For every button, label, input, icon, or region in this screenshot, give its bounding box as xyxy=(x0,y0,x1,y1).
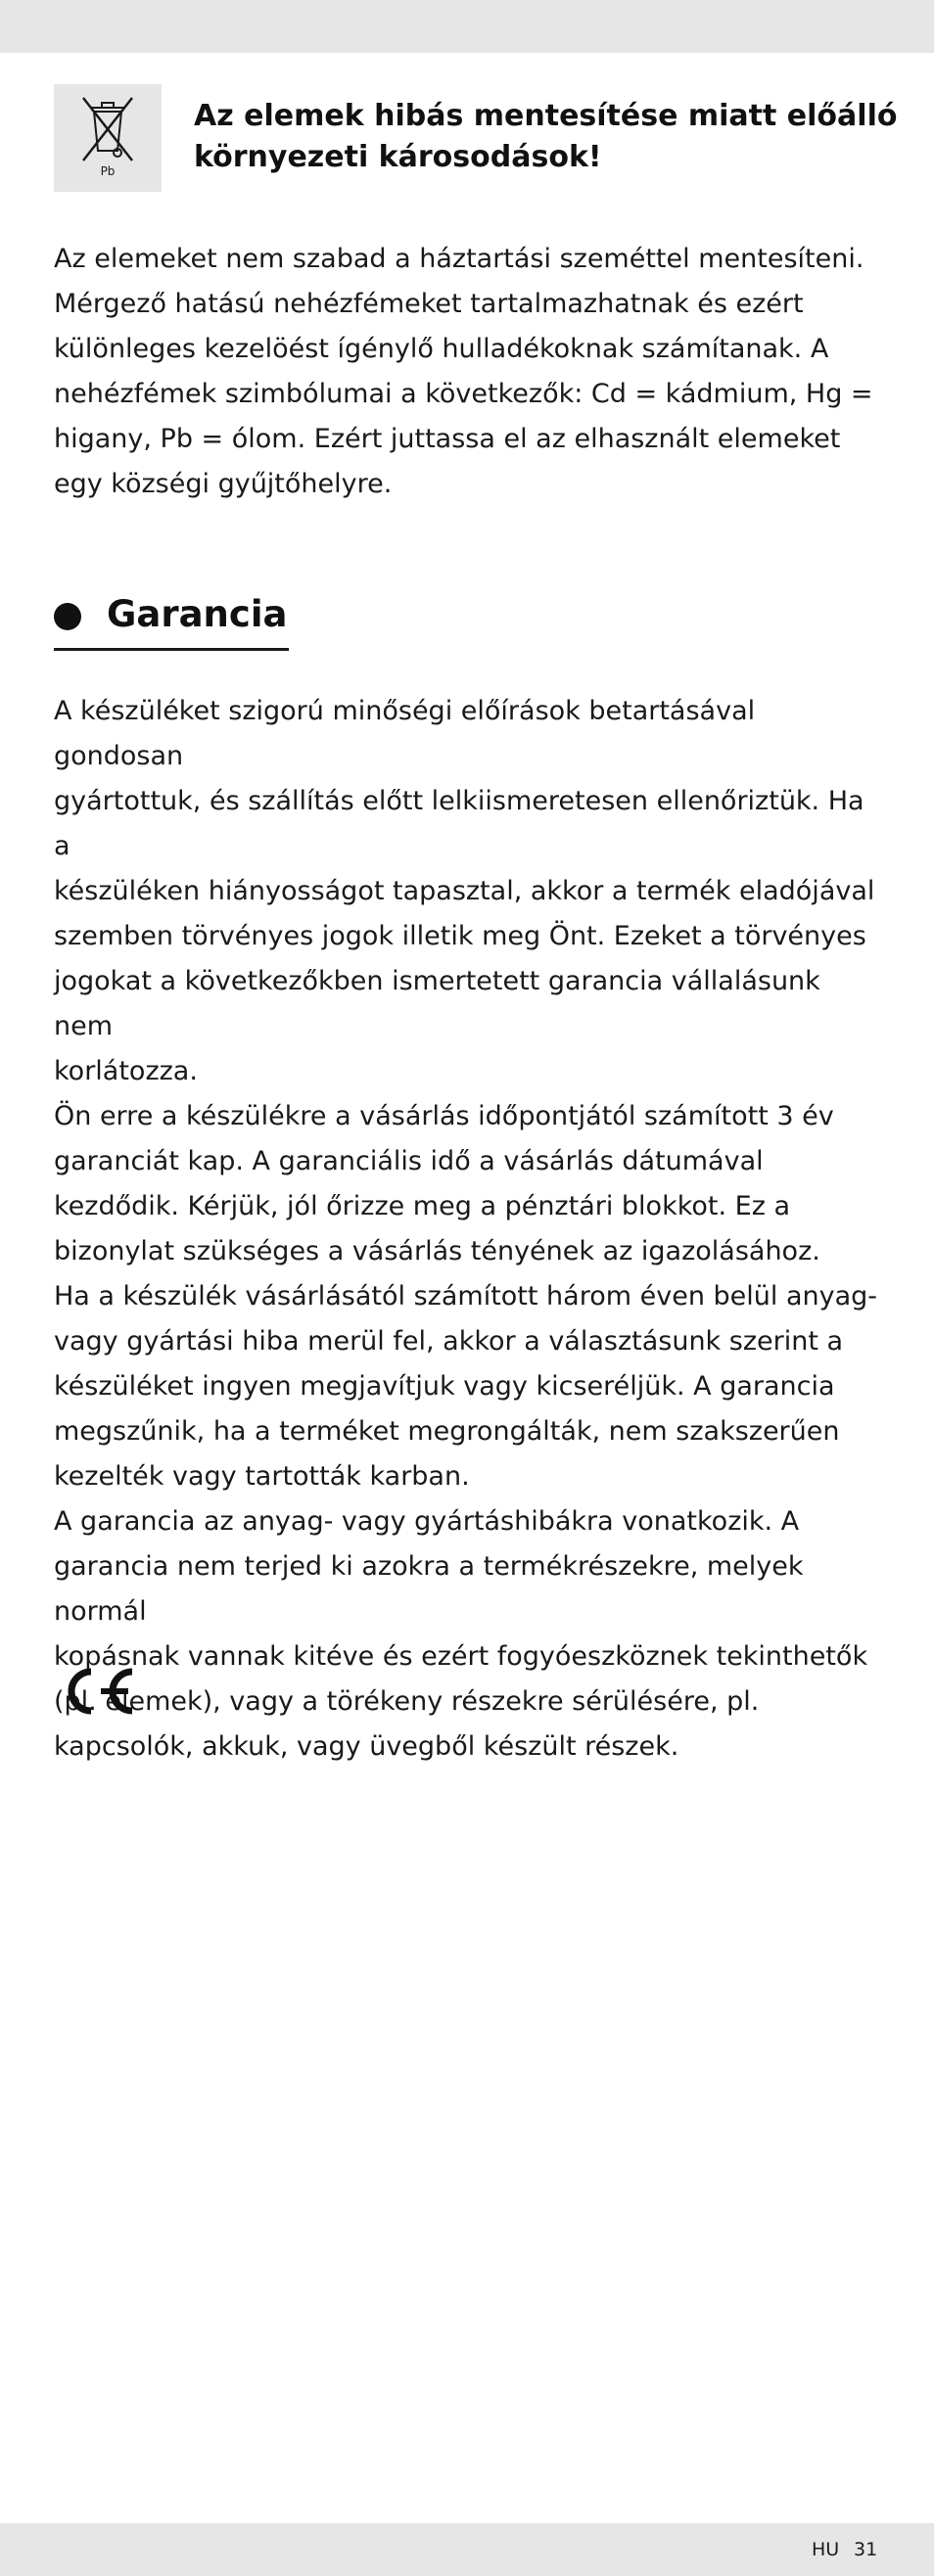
guarantee-line: szemben törvényes jogok illetik meg Önt. Ezeket a törvényes xyxy=(54,921,866,951)
guarantee-line: A készüléket szigorú minőségi előírások betartásával gondosan xyxy=(54,696,756,771)
footer-band xyxy=(0,2523,934,2576)
guarantee-line: megszűnik, ha a terméket megrongálták, nem szakszerűen xyxy=(54,1416,840,1447)
guarantee-line: korlátozza. xyxy=(54,1056,198,1086)
guarantee-line: gyártottuk, és szállítás előtt lelkiismeretesen ellenőriztük. Ha a xyxy=(54,786,864,861)
section-heading xyxy=(54,587,289,651)
guarantee-line: bizonylat szükséges a vásárlás tényének az igazolásához. xyxy=(54,1236,820,1266)
warning-title: Az elemek hibás mentesítése miatt előálló környezeti károsodások! xyxy=(194,99,898,174)
guarantee-line: Ön erre a készülékre a vásárlás időpontjától számított 3 év xyxy=(54,1101,834,1131)
guarantee-line: kezelték vagy tartották karban. xyxy=(54,1461,470,1492)
guarantee-line: készüléken hiányosságot tapasztal, akkor a termék eladójával xyxy=(54,876,875,906)
battery-disposal-text: Az elemeket nem szabad a háztartási szeméttel mentesíteni. Mérgező hatású nehézfémeket tartalmazhatnak és ezért különleges kezelöést ígénylő hulladékoknak számítanak. A nehézfémek szimbólumai a következők: Cd = kádmium, Hg = higany, Pb = ólom. Ezért juttassa el az elhasznált elemeket egy községi gyűjtőhelyre. xyxy=(54,244,873,499)
footer-language: HU xyxy=(812,2539,840,2560)
filled-circle-icon xyxy=(54,603,81,630)
crossed-out-wheelie-bin-icon xyxy=(54,84,162,192)
guarantee-line: kapcsolók, akkuk, vagy üvegből készült részek. xyxy=(54,1731,679,1762)
guarantee-text xyxy=(54,689,886,1770)
pb-label: Pb xyxy=(100,164,116,178)
guarantee-line: vagy gyártási hiba merül fel, akkor a választásunk szerint a xyxy=(54,1326,844,1357)
guarantee-line: kezdődik. Kérjük, jól őrizze meg a pénztári blokkot. Ez a xyxy=(54,1191,791,1221)
guarantee-line: jogokat a következőkben ismertetett garancia vállalásunk nem xyxy=(54,966,820,1041)
guarantee-line: A garancia az anyag- vagy gyártáshibákra vonatkozik. A xyxy=(54,1506,800,1537)
guarantee-line: Ha a készülék vásárlásától számított három éven belül anyag- xyxy=(54,1281,878,1311)
guarantee-line: készüléket ingyen megjavítjuk vagy kicseréljük. A garancia xyxy=(54,1371,835,1402)
ce-mark-icon xyxy=(54,1664,136,1723)
battery-warning xyxy=(54,84,896,194)
guarantee-line: (pl. elemek), vagy a törékeny részekre sérülésére, pl. xyxy=(54,1686,760,1717)
section-title: Garancia xyxy=(107,593,288,635)
guarantee-line: garancia nem terjed ki azokra a termékrészekre, melyek normál xyxy=(54,1551,804,1627)
page-number: 31 xyxy=(854,2539,878,2560)
top-band xyxy=(0,0,934,53)
guarantee-line: garanciát kap. A garanciális idő a vásárlás dátumával xyxy=(54,1146,764,1176)
guarantee-line: kopásnak vannak kitéve és ezért fogyóeszköznek tekinthetők xyxy=(54,1641,868,1672)
